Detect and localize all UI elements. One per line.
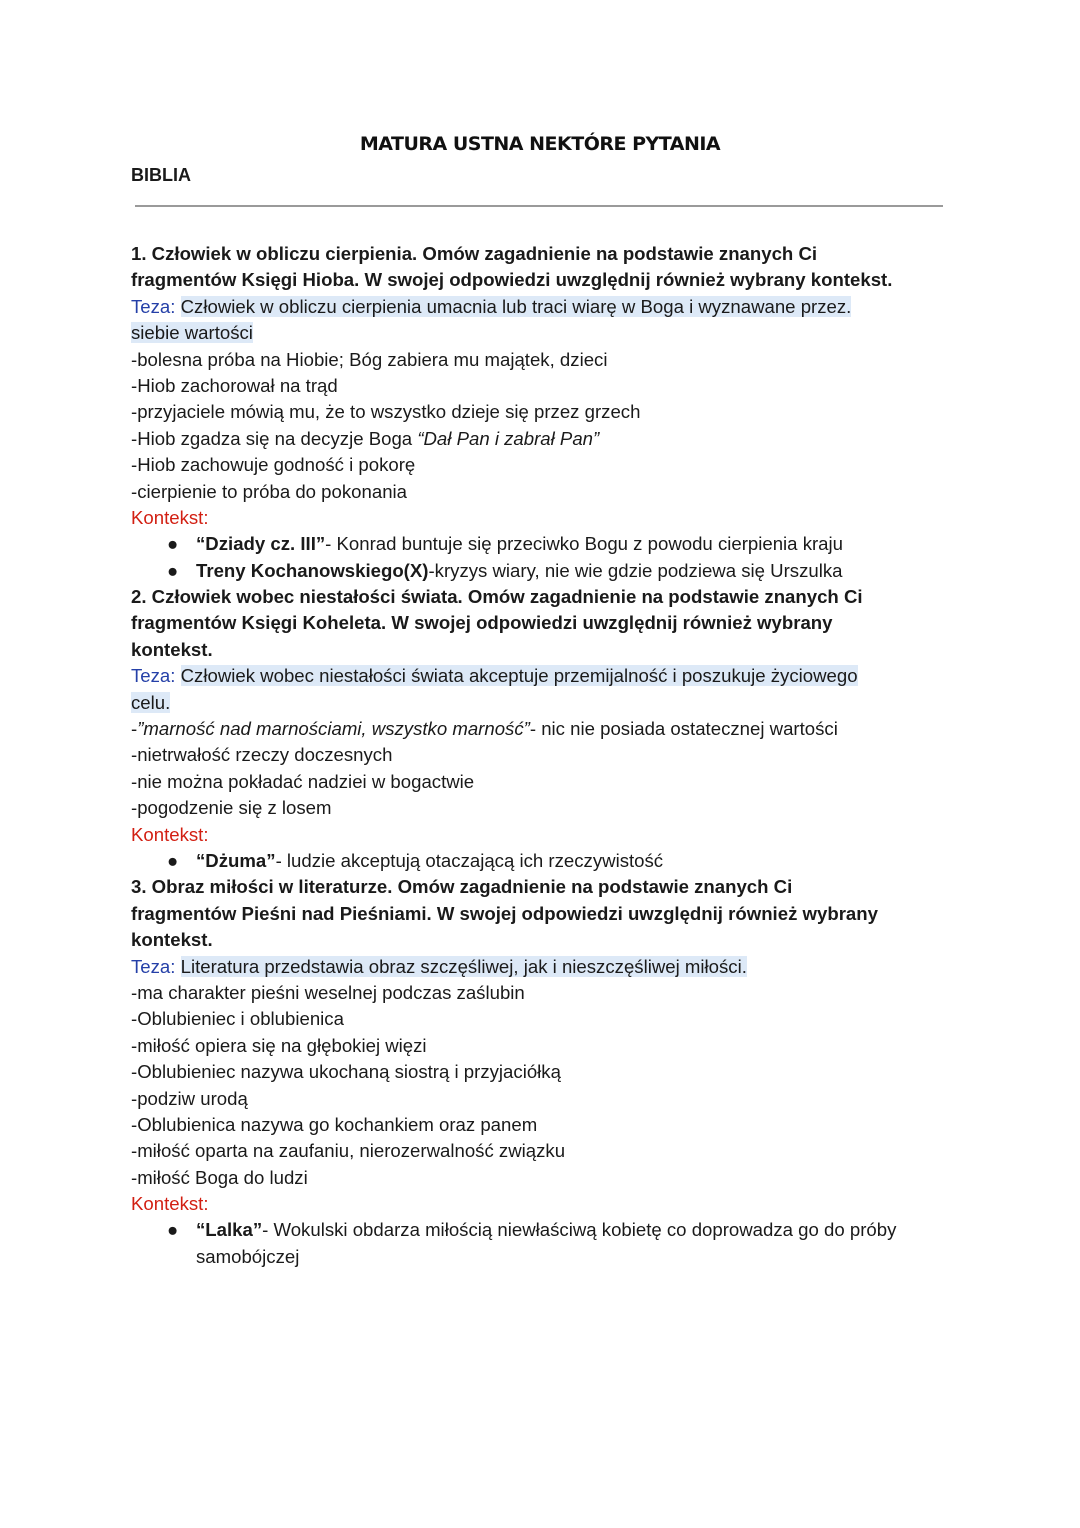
- question-heading-line: fragmentów Pieśni nad Pieśniami. W swojej odpowiedzi uwzględnij również wybrany: [131, 902, 878, 924]
- section-heading: BIBLIA: [131, 165, 191, 185]
- point-text: - nic nie posiada ostatecznej wartości: [529, 718, 838, 740]
- point-line: -cierpienie to próba do pokonania: [131, 480, 408, 502]
- point-line: -ma charakter pieśni weselnej podczas zaślubin: [131, 981, 525, 1003]
- question-heading-line: 2. Człowiek wobec niestałości świata. Omów zagadnienie na podstawie znanych Ci: [131, 586, 863, 608]
- thesis-line: [131, 690, 961, 716]
- thesis-line: [131, 954, 961, 980]
- point-line: -pogodzenie się z losem: [131, 797, 332, 819]
- point-line: [131, 426, 961, 452]
- bullet-icon: ●: [167, 559, 179, 581]
- context-title: Treny Kochanowskiego(X): [196, 559, 429, 581]
- point-line: -nie można pokładać nadziei w bogactwie: [131, 770, 475, 792]
- question-heading-line: kontekst.: [131, 929, 213, 951]
- context-label: Kontekst:: [131, 1193, 209, 1215]
- point-line: -miłość opiera się na głębokiej więzi: [131, 1034, 427, 1056]
- thesis-text: Człowiek w obliczu cierpienia umacnia lub traci wiarę w Boga i wyznawane przez.: [180, 295, 852, 317]
- question-heading-line: 1. Człowiek w obliczu cierpienia. Omów zagadnienie na podstawie znanych Ci: [131, 243, 818, 264]
- horizontal-divider: [135, 205, 943, 207]
- document-title: MATURA USTNA NEKTÓRE PYTANIA: [359, 133, 721, 155]
- quote-text: ”marność nad marnościami, wszystko marność”: [137, 718, 530, 740]
- point-line: [131, 716, 961, 742]
- context-title: “Dziady cz. III”: [196, 533, 326, 555]
- context-text: - Wokulski obdarza miłością niewłaściwą kobietę co doprowadza go do próby: [262, 1219, 897, 1241]
- point-text: -Hiob zgadza się na decyzje Boga: [131, 427, 418, 449]
- thesis-label: Teza:: [131, 665, 176, 687]
- bullet-icon: ●: [167, 1219, 179, 1241]
- thesis-label: Teza:: [131, 295, 176, 317]
- bullet-icon: ●: [167, 533, 179, 555]
- context-text: - ludzie akceptują otaczającą ich rzeczywistość: [275, 849, 664, 871]
- context-label: Kontekst:: [131, 823, 209, 845]
- context-item: [131, 558, 961, 584]
- point-line: -Hiob zachowuje godność i pokorę: [131, 454, 416, 476]
- context-item: [131, 848, 961, 874]
- question-heading-line: fragmentów Księgi Hioba. W swojej odpowiedzi uwzględnij również wybrany kontekst.: [131, 269, 893, 291]
- thesis-label: Teza:: [131, 955, 176, 977]
- thesis-line: [131, 320, 961, 346]
- context-label: Kontekst:: [131, 506, 209, 528]
- point-text: -: [131, 718, 138, 740]
- point-line: -podziw urodą: [131, 1087, 248, 1109]
- thesis-text: celu.: [131, 691, 171, 713]
- question-heading-line: kontekst.: [131, 638, 213, 660]
- point-line: -Oblubieniec nazywa ukochaną siostrą i przyjaciółką: [131, 1061, 561, 1083]
- thesis-line: [131, 663, 961, 689]
- document-body: [131, 241, 961, 1270]
- point-line: -Hiob zachorował na trąd: [131, 374, 338, 396]
- context-text: - Konrad buntuje się przeciwko Bogu z powodu cierpienia kraju: [325, 533, 843, 555]
- quote-text: “Dał Pan i zabrał Pan”: [417, 427, 600, 449]
- context-title: “Dżuma”: [196, 849, 276, 871]
- point-line: -Oblubienica nazywa go kochankiem oraz panem: [131, 1113, 538, 1135]
- bullet-icon: ●: [167, 849, 179, 871]
- context-item: [131, 1217, 961, 1243]
- context-item: [131, 531, 961, 557]
- point-line: -przyjaciele mówią mu, że to wszystko dzieje się przez grzech: [131, 401, 641, 423]
- thesis-text: Człowiek wobec niestałości świata akceptuje przemijalność i poszukuje życiowego: [180, 665, 858, 687]
- context-text: -kryzys wiary, nie wie gdzie podziewa się Urszulka: [428, 559, 843, 581]
- question-heading-line: 3. Obraz miłości w literaturze. Omów zagadnienie na podstawie znanych Ci: [131, 876, 793, 898]
- point-line: -nietrwałość rzeczy doczesnych: [131, 744, 393, 766]
- context-title: “Lalka”: [196, 1219, 263, 1241]
- thesis-text: siebie wartości: [131, 322, 253, 344]
- point-line: -miłość Boga do ludzi: [131, 1166, 308, 1188]
- question-heading-line: fragmentów Księgi Koheleta. W swojej odpowiedzi uwzględnij również wybrany: [131, 612, 833, 634]
- thesis-text: Literatura przedstawia obraz szczęśliwej, jak i nieszczęśliwej miłości.: [180, 955, 747, 977]
- point-line: -miłość oparta na zaufaniu, nierozerwalność związku: [131, 1140, 566, 1162]
- point-line: -Oblubieniec i oblubienica: [131, 1008, 344, 1030]
- thesis-line: [131, 294, 961, 320]
- context-item-continuation: samobójczej: [196, 1245, 300, 1267]
- point-line: -bolesna próba na Hiobie; Bóg zabiera mu majątek, dzieci: [131, 348, 608, 370]
